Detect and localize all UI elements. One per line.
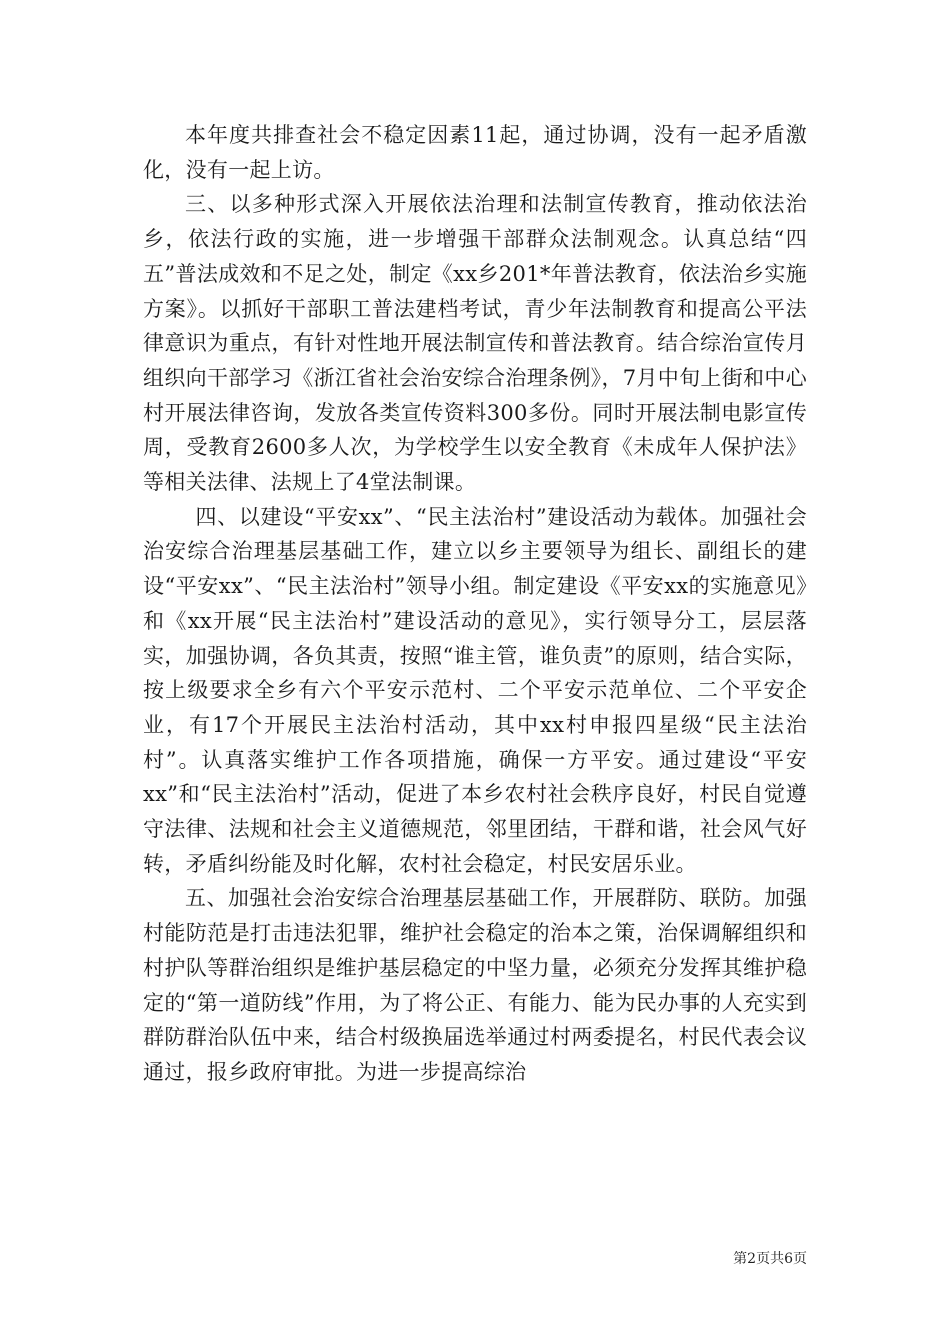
document-body	[143, 118, 807, 1090]
paragraph-1: 本年度共排查社会不稳定因素11起，通过协调，没有一起矛盾激化，没有一起上访。	[143, 123, 807, 182]
paragraph-2: 三、以多种形式深入开展依法治理和法制宣传教育，推动依法治乡，依法行政的实施，进一步增强干部群众法制观念。认真总结“四五”普法成效和不足之处，制定《xx乡201*年普法教育，依法治乡实施方案》。以抓好干部职工普法建档考试，青少年法制教育和提高公平法律意识为重点，有针对性地开展法制宣传和普法教育。结合综治宣传月组织向干部学习《浙江省社会治安综合治理条例》，7月中旬上街和中心村开展法律咨询，发放各类宣传资料300多份。同时开展法制电影宣传周，受教育2600多人次，为学校学生以安全教育《未成年人保护法》等相关法律、法规上了4堂法制课。	[143, 192, 807, 495]
page-number-footer: 第2页共6页	[733, 1251, 807, 1267]
paragraph-3: 四、以建设“平安xx”、“民主法治村”建设活动为载体。加强社会治安综合治理基层基础工作，建立以乡主要领导为组长、副组长的建设“平安xx”、“民主法治村”领导小组。制定建设《平安xx的实施意见》和《xx开展“民主法治村”建设活动的意见》，实行领导分工，层层落实，加强协调，各负其责，按照“谁主管，谁负责”的原则，结合实际，按上级要求全乡有六个平安示范村、二个平安示范单位、二个平安企业，有17个开展民主法治村活动，其中xx村申报四星级“民主法治村”。认真落实维护工作各项措施，确保一方平安。通过建设“平安xx”和“民主法治村”活动，促进了本乡农村社会秩序良好，村民自觉遵守法律、法规和社会主义道德规范，邻里团结，干群和谐，社会风气好转，矛盾纠纷能及时化解，农村社会稳定，村民安居乐业。	[143, 504, 807, 876]
paragraph-4: 五、加强社会治安综合治理基层基础工作，开展群防、联防。加强村能防范是打击违法犯罪，维护社会稳定的治本之策，治保调解组织和村护队等群治组织是维护基层稳定的中坚力量，必须充分发挥其维护稳定的“第一道防线”作用，为了将公正、有能力、能为民办事的人充实到群防群治队伍中来，结合村级换届选举通过村两委提名，村民代表会议通过，报乡政府审批。为进一步提高综治	[143, 886, 807, 1084]
